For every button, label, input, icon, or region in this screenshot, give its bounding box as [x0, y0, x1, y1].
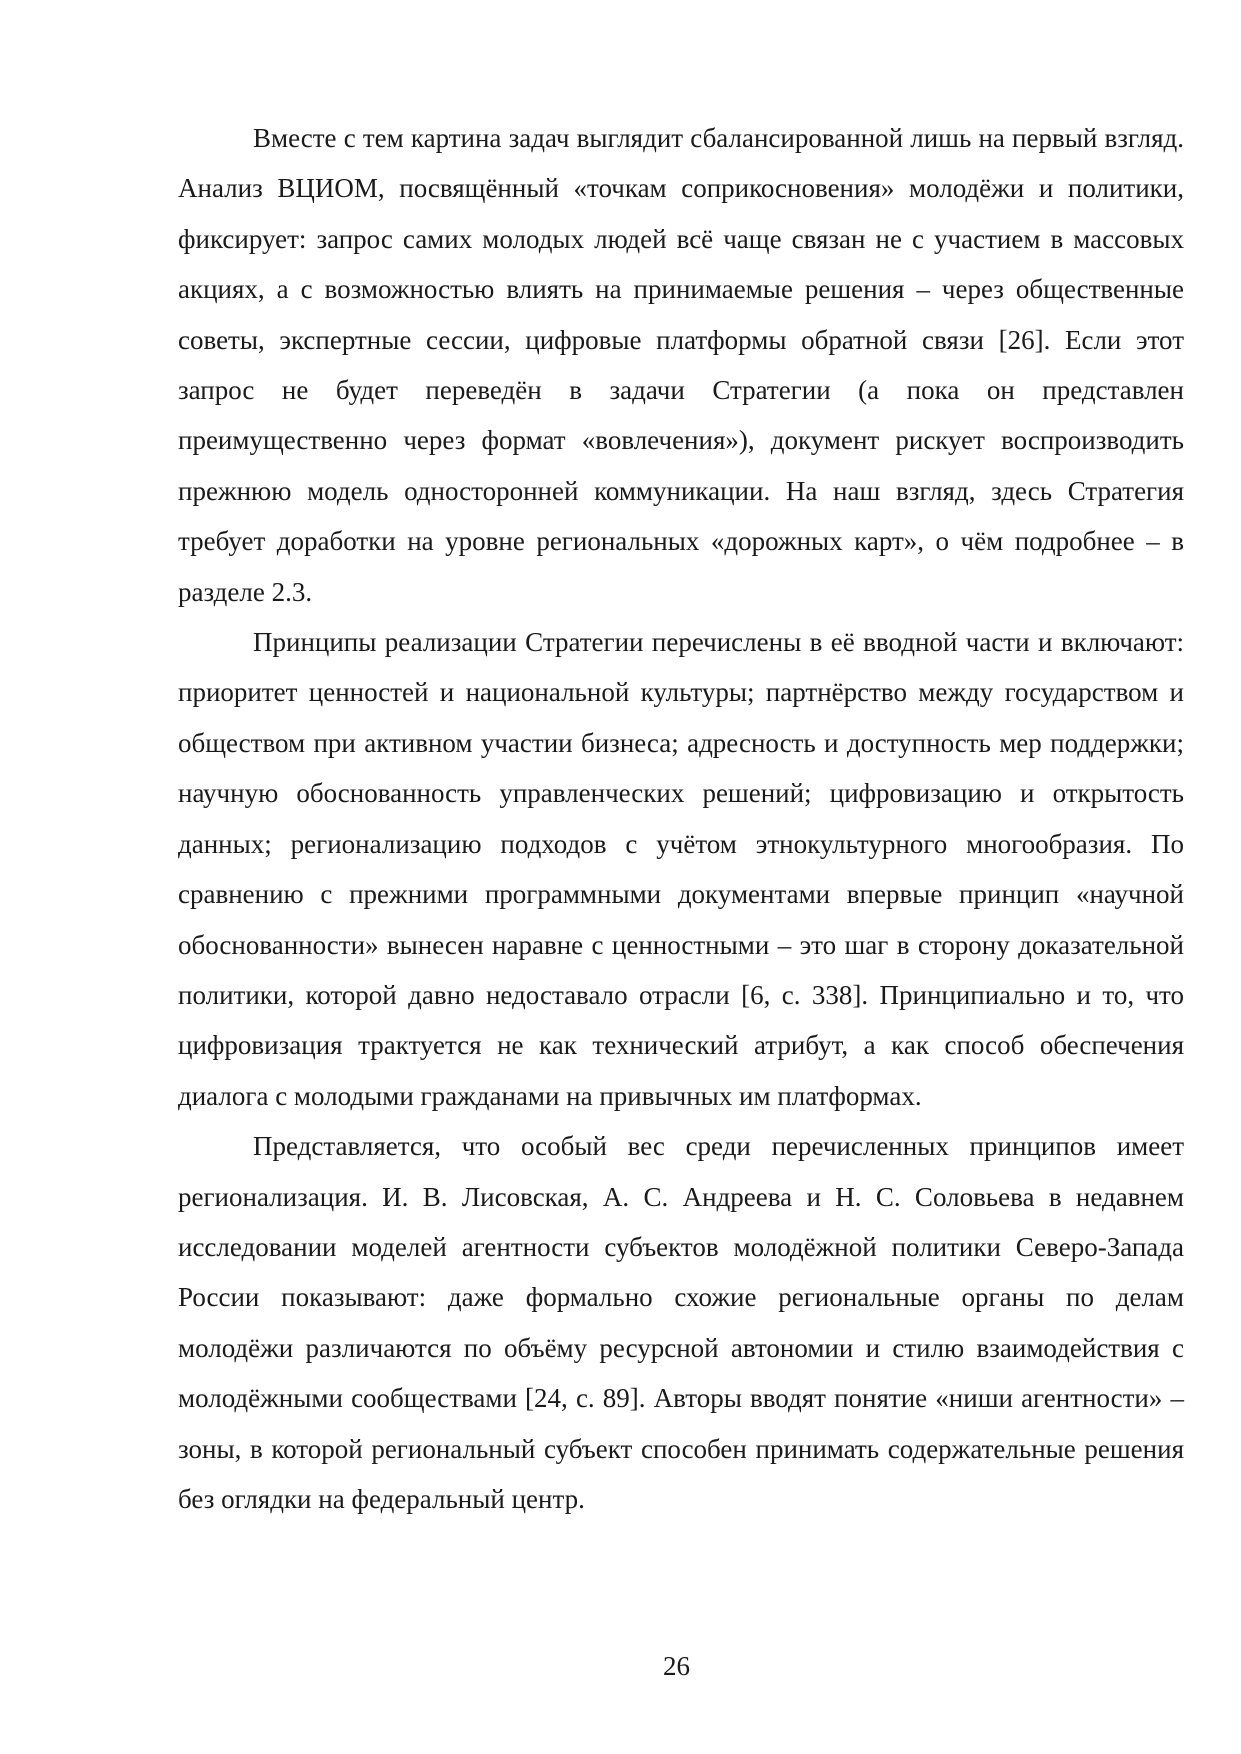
- body-text: [178, 113, 1184, 1524]
- paragraph-2: Принципы реализации Стратегии перечислены в её вводной части и включают: приоритет ценностей и национальной культуры; партнёрство между государством и обществом при активном участии бизнеса; адресность и доступность мер поддержки; научную обоснованность управленческих решений; цифровизацию и открытость данных; регионализацию подходов с учётом этнокультурного многообразия. По сравнению с прежними программными документами впервые принцип «научной обоснованности» вынесен наравне с ценностными – это шаг в сторону доказательной политики, которой давно недоставало отрасли [6, с. 338]. Принципиально и то, что цифровизация трактуется не как технический атрибут, а как способ обеспечения диалога с молодыми гражданами на привычных им платформах.: [178, 627, 1184, 1111]
- page-number: 26: [663, 1651, 690, 1681]
- page-footer: [0, 1648, 1241, 1688]
- paragraph-3: Представляется, что особый вес среди перечисленных принципов имеет регионализация. И. В. Лисовская, А. С. Андреева и Н. С. Соловьева в недавнем исследовании моделей агентности субъектов молодёжной политики Северо-Запада России показывают: даже формально схожие региональные органы по делам молодёжи различаются по объёму ресурсной автономии и стилю взаимодействия с молодёжными сообществами [24, с. 89]. Авторы вводят понятие «ниши агентности» – зоны, в которой региональный субъект способен принимать содержательные решения без оглядки на федеральный центр.: [178, 1131, 1184, 1514]
- paragraph-1: Вместе с тем картина задач выглядит сбалансированной лишь на первый взгляд. Анализ ВЦИОМ, посвящённый «точкам соприкосновения» молодёжи и политики, фиксирует: запрос самих молодых людей всё чаще связан не с участием в массовых акциях, а с возможностью влиять на принимаемые решения – через общественные советы, экспертные сессии, цифровые платформы обратной связи [26]. Если этот запрос не будет переведён в задачи Стратегии (а пока он представлен преимущественно через формат «вовлечения»), документ рискует воспроизводить прежнюю модель односторонней коммуникации. На наш взгляд, здесь Стратегия требует доработки на уровне региональных «дорожных карт», о чём подробнее – в разделе 2.3.: [178, 123, 1184, 607]
